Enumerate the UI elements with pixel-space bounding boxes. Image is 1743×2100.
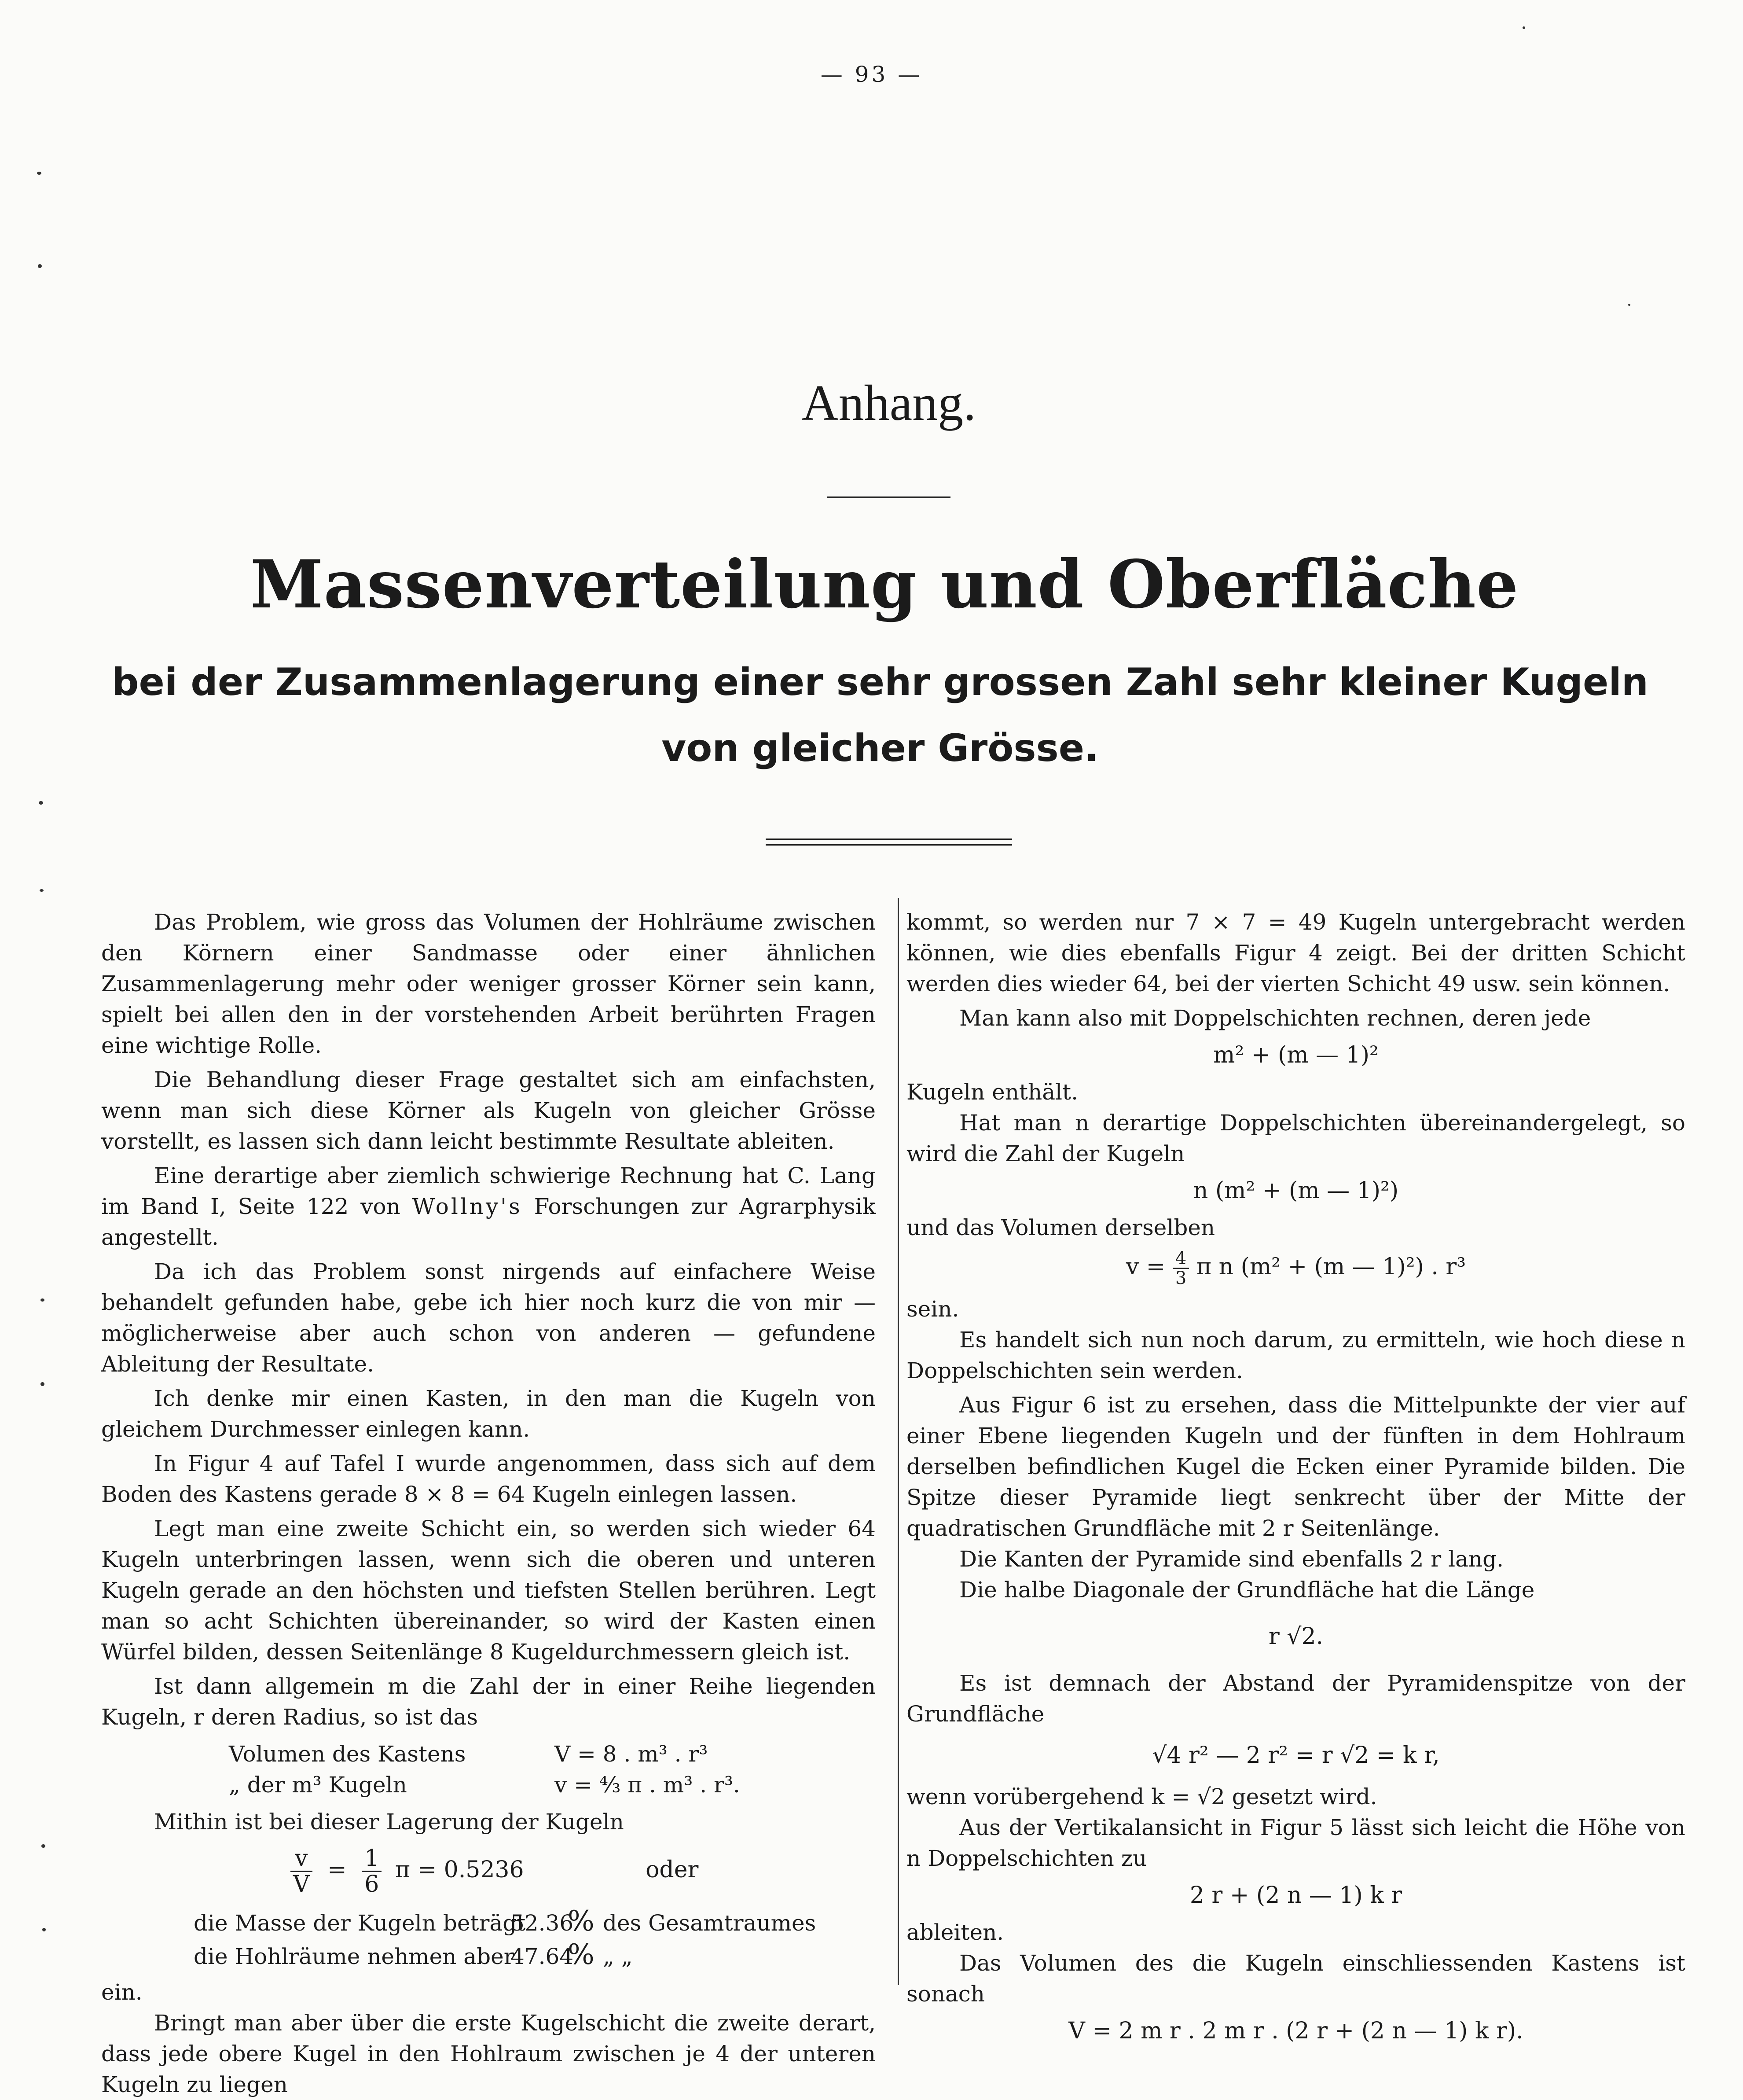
percent-tail: des Gesamtraumes <box>603 1910 816 1936</box>
volume-equation <box>906 1249 1685 1287</box>
paragraph: Aus Figur 6 ist zu ersehen, dass die Mittelpunkte der vier auf einer Ebene liegenden Kugeln und der fünften in dem Hohlraum derselben befindlichen Kugel die Ecken einer Pyramide bilden. Die Spitze dieser Pyramide liegt senkrecht über der Mitte der quadratischen Grundfläche mit 2 r Seitenlänge. <box>906 1392 1685 1541</box>
text-run: Forschungen zur Agrarphysik angestellt. <box>101 1194 876 1250</box>
subtitle-line-2: von gleicher Grösse. <box>661 726 1099 770</box>
paragraph: wenn vorübergehend k = √2 gesetzt wird. <box>906 1784 1377 1809</box>
paragraph: kommt, so werden nur 7 ⨯ 7 = 49 Kugeln untergebracht werden können, wie dies ebenfalls Figur 4 zeigt. Bei der dritten Schicht werden dies wieder 64, bei der vierten Schicht 49 usw. sein können. <box>906 909 1685 997</box>
volume-label: Volumen des Kastens <box>229 1741 466 1767</box>
equation: √4 r² — 2 r² = r √2 = k r, <box>1152 1742 1440 1769</box>
denominator: V <box>293 1871 310 1898</box>
paragraph: Man kann also mit Doppelschichten rechnen, deren jede <box>959 1005 1591 1031</box>
fraction <box>290 1846 312 1897</box>
equation: 2 r + (2 n — 1) k r <box>1189 1882 1402 1909</box>
scan-speck <box>40 1382 44 1386</box>
percent-row-void <box>194 1939 876 1972</box>
left-column <box>101 907 876 2100</box>
fraction <box>1173 1249 1189 1287</box>
paragraph: In Figur 4 auf Tafel I wurde angenommen, dass sich auf dem Boden des Kastens gerade 8 ⨯ 8 = 64 Kugeln einlegen lassen. <box>101 1451 876 1507</box>
page-number: — 93 — <box>820 62 923 87</box>
paragraph: Aus der Vertikalansicht in Figur 5 lässt sich leicht die Höhe von n Doppelschichten zu <box>906 1815 1685 1871</box>
paragraph <box>101 1160 876 1253</box>
percent-label: die Masse der Kugeln beträgt <box>194 1910 526 1936</box>
scan-speck <box>42 1928 46 1931</box>
paragraph: Ich denke mir einen Kasten, in den man die Kugeln von gleichem Durchmesser einlegen kann. <box>101 1386 876 1442</box>
volume-label: „ der m³ Kugeln <box>229 1772 407 1798</box>
denominator: 3 <box>1175 1268 1187 1288</box>
scan-speck <box>38 264 42 268</box>
volume-row-balls <box>229 1769 876 1800</box>
volume-formula: v = ⁴⁄₃ π . m³ . r³. <box>554 1772 740 1798</box>
scan-speck <box>1523 26 1525 29</box>
percent-table <box>194 1905 876 1972</box>
percent-value: 47.64 <box>510 1944 574 1969</box>
paragraph: Es handelt sich nun noch darum, zu ermitteln, wie hoch diese n Doppelschichten sein werden. <box>906 1327 1685 1383</box>
fraction <box>362 1846 382 1897</box>
paragraph: Die Kanten der Pyramide sind ebenfalls 2 r lang. <box>959 1546 1504 1572</box>
volume-row-box <box>229 1739 876 1769</box>
paragraph: Mithin ist bei dieser Lagerung der Kugeln <box>154 1809 624 1835</box>
heading-divider <box>827 496 950 498</box>
equation: r √2. <box>1268 1623 1324 1650</box>
paragraph: Da ich das Problem sonst nirgends auf einfachere Weise behandelt gefunden habe, gebe ich hier noch kurz die von mir — möglicherweise aber auch schon von anderen — gefundene Ableitung der Resultate. <box>101 1259 876 1377</box>
equation: n (m² + (m — 1)²) <box>1193 1177 1399 1204</box>
equation-part: π n (m² + (m — 1)²) . r³ <box>1196 1254 1466 1280</box>
equation: m² + (m — 1)² <box>1213 1042 1379 1068</box>
right-column <box>906 907 1685 2052</box>
numerator: 1 <box>362 1846 382 1872</box>
paragraph: Legt man eine zweite Schicht ein, so werden sich wieder 64 Kugeln unterbringen lassen, wenn sich die oberen und unteren Kugeln gerade an den höchsten und tiefsten Stellen berühren. Legt man so acht Schichten übereinander, so wird der Kasten einen Würfel bilden, dessen Seitenlänge 8 Kugeldurchmessern gleich ist. <box>101 1516 876 1665</box>
numerator: 4 <box>1173 1249 1189 1269</box>
ratio-value: π = 0.5236 <box>395 1857 524 1883</box>
volume-formula: V = 8 . m³ . r³ <box>554 1741 708 1767</box>
paragraph: Das Volumen des die Kugeln einschliessenden Kastens ist sonach <box>906 1950 1685 2007</box>
scan-speck <box>39 801 43 805</box>
article-title: Massenverteilung und Oberfläche <box>250 546 1519 623</box>
subtitle-line-1: bei der Zusammenlagerung einer sehr grossen Zahl sehr kleiner Kugeln <box>111 660 1649 704</box>
paragraph: Das Problem, wie gross das Volumen der Hohlräume zwischen den Körnern einer Sandmasse oder einer ähnlichen Zusammenlagerung mehr oder weniger grosser Körner sein kann, spielt bei allen den in der vorstehenden Arbeit berührten Fragen eine wichtige Rolle. <box>101 909 876 1058</box>
percent-sign: % <box>568 1905 594 1938</box>
volume-table <box>229 1739 876 1800</box>
paragraph: Die halbe Diagonale der Grundfläche hat die Länge <box>959 1577 1535 1603</box>
title-double-rule <box>766 839 1012 846</box>
paragraph: Kugeln enthält. <box>906 1079 1079 1105</box>
paragraph: und das Volumen derselben <box>906 1215 1215 1240</box>
paragraph: sein. <box>906 1296 959 1322</box>
paragraph: Die Behandlung dieser Frage gestaltet sich am einfachsten, wenn man sich diese Körner als Kugeln von gleicher Grösse vorstellt, es lassen sich dann leicht bestimmte Resultate ableiten. <box>101 1067 876 1154</box>
paragraph: Es ist demnach der Abstand der Pyramidenspitze von der Grundfläche <box>906 1670 1685 1727</box>
ratio-oder: oder <box>646 1857 699 1883</box>
denominator: 6 <box>364 1871 379 1898</box>
scan-speck <box>41 1844 45 1848</box>
appendix-heading: Anhang. <box>801 375 976 431</box>
percent-label: die Hohlräume nehmen aber <box>194 1944 514 1969</box>
percent-sign: % <box>568 1938 594 1971</box>
ratio-equation: $\frac{v}{V}$ = $\frac{1}{6}$ π = 0.5236 oder <box>290 1846 876 1897</box>
paragraph: ableiten. <box>906 1920 1004 1945</box>
paragraph: Hat man n derartige Doppelschichten übereinandergelegt, so wird die Zahl der Kugeln <box>906 1110 1685 1166</box>
percent-tail: „ „ <box>603 1944 633 1969</box>
percent-value: 52.36 <box>510 1910 574 1936</box>
paragraph-end: ein. <box>101 1979 143 2005</box>
column-divider <box>898 898 899 1985</box>
paragraph: Ist dann allgemein m die Zahl der in einer Reihe liegenden Kugeln, r deren Radius, so ist das <box>101 1673 876 1730</box>
percent-row-mass <box>194 1905 876 1939</box>
scan-speck <box>37 172 41 175</box>
numerator: v <box>290 1846 312 1872</box>
text-run: Eine derartige aber ziemlich schwierige Rechnung hat C. Lang im Band I, Seite 122 von <box>101 1163 876 1219</box>
paragraph: Bringt man aber über die erste Kugelschicht die zweite derart, dass jede obere Kugel in den Hohlraum zwischen je 4 der unteren Kugeln zu liegen <box>101 2010 876 2097</box>
author-name: Wollny's <box>412 1194 522 1219</box>
scan-speck <box>1628 304 1630 306</box>
scan-speck <box>40 889 44 892</box>
equation: V = 2 m r . 2 m r . (2 r + (2 n — 1) k r). <box>1068 2018 1523 2044</box>
scan-speck <box>40 1298 44 1302</box>
equation-part: v = <box>1126 1254 1166 1280</box>
